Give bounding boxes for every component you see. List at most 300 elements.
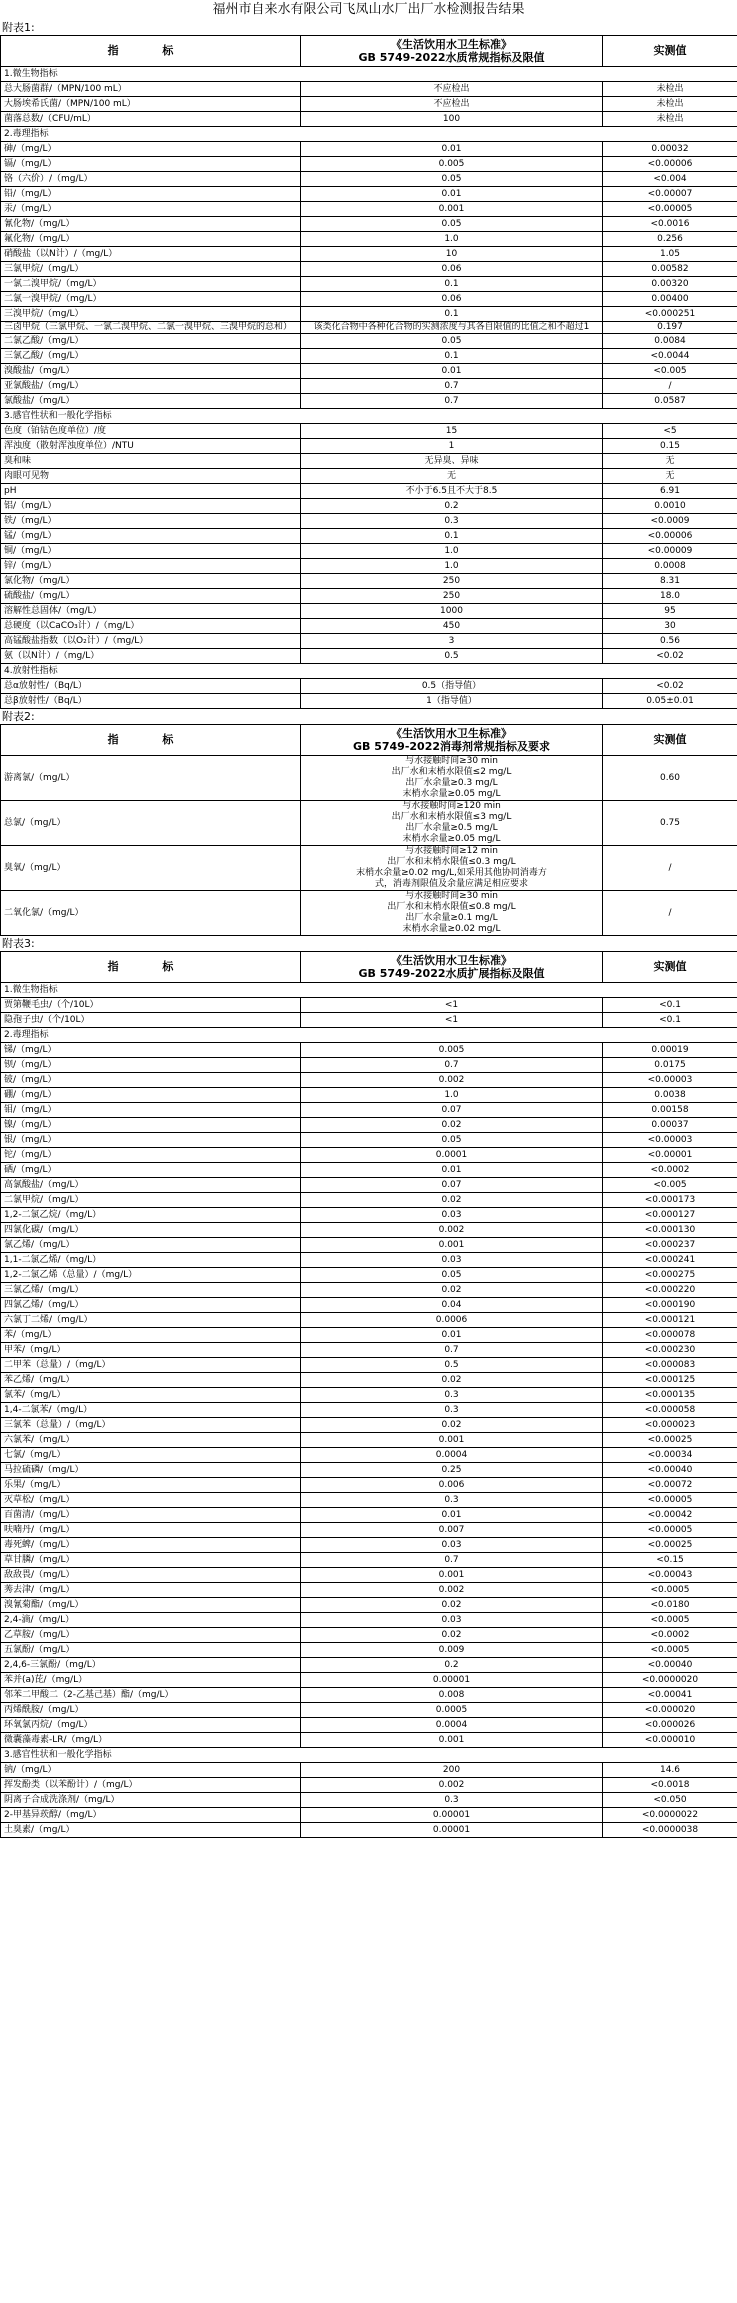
measured-value: <0.00006 bbox=[603, 529, 737, 544]
indicator-name: 二氧化氯/（mg/L） bbox=[1, 891, 301, 936]
indicator-name: 贾第鞭毛虫/（个/10L） bbox=[1, 998, 301, 1013]
indicator-name: 二氯甲烷/（mg/L） bbox=[1, 1193, 301, 1208]
indicator-name: 硫酸盐/（mg/L） bbox=[1, 589, 301, 604]
standard-limit: 0.3 bbox=[301, 1403, 603, 1418]
measured-value: <0.0002 bbox=[603, 1628, 737, 1643]
table-row bbox=[1, 1178, 737, 1193]
table-row bbox=[1, 499, 737, 514]
appendix3-table bbox=[0, 951, 737, 1838]
standard-limit bbox=[301, 846, 603, 891]
measured-value: <0.000275 bbox=[603, 1268, 737, 1283]
header-standard bbox=[301, 952, 603, 983]
measured-value: <0.0180 bbox=[603, 1598, 737, 1613]
indicator-name: 邻苯二甲酸二（2-乙基己基）酯/（mg/L） bbox=[1, 1688, 301, 1703]
indicator-name: 钠/（mg/L） bbox=[1, 1763, 301, 1778]
indicator-name: 溴氰菊酯/（mg/L） bbox=[1, 1598, 301, 1613]
table-row bbox=[1, 1283, 737, 1298]
standard-limit: 1.0 bbox=[301, 559, 603, 574]
measured-value: 0.15 bbox=[603, 439, 737, 454]
measured-value: <0.00006 bbox=[603, 157, 737, 172]
indicator-name: 百菌清/（mg/L） bbox=[1, 1508, 301, 1523]
standard-limit: 1.0 bbox=[301, 232, 603, 247]
table-row bbox=[1, 424, 737, 439]
standard-limit: 无异臭、异味 bbox=[301, 454, 603, 469]
measured-value: <0.000237 bbox=[603, 1238, 737, 1253]
indicator-name: 硼/（mg/L） bbox=[1, 1088, 301, 1103]
table-row bbox=[1, 1553, 737, 1568]
measured-value: <0.00041 bbox=[603, 1688, 737, 1703]
table-row bbox=[1, 97, 737, 112]
standard-limit-line: 与水接触时间≥12 min bbox=[405, 846, 498, 856]
measured-value: <0.000078 bbox=[603, 1328, 737, 1343]
standard-limit-line: 末梢水余量≥0.02 mg/L,如采用其他协同消毒方 bbox=[356, 868, 547, 878]
indicator-name: 氯酸盐/（mg/L） bbox=[1, 394, 301, 409]
indicator-name: 硒/（mg/L） bbox=[1, 1163, 301, 1178]
measured-value: / bbox=[603, 379, 737, 394]
table-row bbox=[1, 649, 737, 664]
standard-limit: 0.1 bbox=[301, 307, 603, 322]
standard-limit: 0.05 bbox=[301, 1268, 603, 1283]
indicator-name: 环氧氯丙烷/（mg/L） bbox=[1, 1718, 301, 1733]
indicator-name: 三氯苯（总量）/（mg/L） bbox=[1, 1418, 301, 1433]
measured-value: <0.0018 bbox=[603, 1778, 737, 1793]
header-standard-line2: GB 5749-2022消毒剂常规指标及要求 bbox=[352, 740, 551, 753]
header-standard-line1: 《生活饮用水卫生标准》 bbox=[391, 727, 512, 740]
section-title: 3.感官性状和一般化学指标 bbox=[1, 1748, 737, 1763]
standard-limit: 0.07 bbox=[301, 1178, 603, 1193]
indicator-name: 镉/（mg/L） bbox=[1, 157, 301, 172]
indicator-name: 色度（铂钴色度单位）/度 bbox=[1, 424, 301, 439]
indicator-name: 二氯一溴甲烷/（mg/L） bbox=[1, 292, 301, 307]
indicator-name: 五氯酚/（mg/L） bbox=[1, 1643, 301, 1658]
indicator-name: 高氯酸盐/（mg/L） bbox=[1, 1178, 301, 1193]
table-row bbox=[1, 801, 737, 846]
table-row bbox=[1, 998, 737, 1013]
table-row bbox=[1, 202, 737, 217]
table-row bbox=[1, 1013, 737, 1028]
standard-limit-line: 出厂水和末梢水限值≤2 mg/L bbox=[391, 767, 512, 777]
indicator-name: 2,4-滴/（mg/L） bbox=[1, 1613, 301, 1628]
indicator-name: 敌敌畏/（mg/L） bbox=[1, 1568, 301, 1583]
header-item: 指 标 bbox=[1, 725, 301, 756]
measured-value: <0.050 bbox=[603, 1793, 737, 1808]
indicator-name: 浑浊度（散射浑浊度单位）/NTU bbox=[1, 439, 301, 454]
indicator-name: 苯乙烯/（mg/L） bbox=[1, 1373, 301, 1388]
indicator-name: 氰化物/（mg/L） bbox=[1, 217, 301, 232]
indicator-name: 铜/（mg/L） bbox=[1, 544, 301, 559]
indicator-name: 汞/（mg/L） bbox=[1, 202, 301, 217]
table-row bbox=[1, 1508, 737, 1523]
measured-value: <0.000125 bbox=[603, 1373, 737, 1388]
standard-limit: 0.01 bbox=[301, 142, 603, 157]
table-row bbox=[1, 1448, 737, 1463]
table-row bbox=[1, 1253, 737, 1268]
table-row bbox=[1, 1733, 737, 1748]
standard-limit: 该类化合物中各种化合物的实测浓度与其各自限值的比值之和不超过1 bbox=[301, 322, 603, 334]
standard-limit: 0.002 bbox=[301, 1073, 603, 1088]
table-row bbox=[1, 1583, 737, 1598]
section-row bbox=[1, 983, 737, 998]
header-measured: 实测值 bbox=[603, 952, 737, 983]
indicator-name: 三卤甲烷（三氯甲烷、一氯二溴甲烷、二氯一溴甲烷、三溴甲烷的总和） bbox=[1, 322, 301, 334]
table-row bbox=[1, 232, 737, 247]
table-row bbox=[1, 574, 737, 589]
measured-value: <0.000023 bbox=[603, 1418, 737, 1433]
measured-value: <0.000121 bbox=[603, 1313, 737, 1328]
measured-value: <0.00072 bbox=[603, 1478, 737, 1493]
section-title: 1.微生物指标 bbox=[1, 983, 737, 998]
standard-limit: 0.3 bbox=[301, 514, 603, 529]
standard-limit: 0.006 bbox=[301, 1478, 603, 1493]
table-row bbox=[1, 604, 737, 619]
measured-value: <0.0000038 bbox=[603, 1823, 737, 1838]
measured-value: <0.0005 bbox=[603, 1583, 737, 1598]
standard-limit: 无 bbox=[301, 469, 603, 484]
indicator-name: 马拉硫磷/（mg/L） bbox=[1, 1463, 301, 1478]
table-row bbox=[1, 1403, 737, 1418]
measured-value: 95 bbox=[603, 604, 737, 619]
standard-limit: 0.02 bbox=[301, 1628, 603, 1643]
standard-limit: 0.04 bbox=[301, 1298, 603, 1313]
standard-limit: 0.03 bbox=[301, 1253, 603, 1268]
standard-limit: 0.0001 bbox=[301, 1148, 603, 1163]
standard-limit: 250 bbox=[301, 589, 603, 604]
measured-value: <0.00009 bbox=[603, 544, 737, 559]
section-title: 4.放射性指标 bbox=[1, 664, 737, 679]
table-row bbox=[1, 1718, 737, 1733]
table-row bbox=[1, 1118, 737, 1133]
appendix1-label: 附表1: bbox=[2, 21, 35, 34]
measured-value: <0.00042 bbox=[603, 1508, 737, 1523]
indicator-name: 臭氧/（mg/L） bbox=[1, 846, 301, 891]
indicator-name: 草甘膦/（mg/L） bbox=[1, 1553, 301, 1568]
standard-limit: 不应检出 bbox=[301, 82, 603, 97]
measured-value: <0.000135 bbox=[603, 1388, 737, 1403]
table-row bbox=[1, 1628, 737, 1643]
standard-limit: 0.001 bbox=[301, 202, 603, 217]
measured-value: 1.05 bbox=[603, 247, 737, 262]
measured-value: <0.000251 bbox=[603, 307, 737, 322]
table-row bbox=[1, 1688, 737, 1703]
standard-limit: 1.0 bbox=[301, 1088, 603, 1103]
table-row bbox=[1, 1148, 737, 1163]
table-row bbox=[1, 891, 737, 936]
standard-limit bbox=[301, 891, 603, 936]
measured-value: <0.00005 bbox=[603, 1493, 737, 1508]
standard-limit: 0.25 bbox=[301, 1463, 603, 1478]
standard-limit: 0.02 bbox=[301, 1193, 603, 1208]
indicator-name: 六氯苯/（mg/L） bbox=[1, 1433, 301, 1448]
measured-value: <5 bbox=[603, 424, 737, 439]
measured-value: <0.000190 bbox=[603, 1298, 737, 1313]
measured-value: <0.1 bbox=[603, 998, 737, 1013]
indicator-name: 铬（六价）/（mg/L） bbox=[1, 172, 301, 187]
standard-limit: 0.002 bbox=[301, 1778, 603, 1793]
standard-limit: 0.07 bbox=[301, 1103, 603, 1118]
measured-value: 未检出 bbox=[603, 112, 737, 127]
table-row bbox=[1, 544, 737, 559]
table-row bbox=[1, 1763, 737, 1778]
indicator-name: 铝/（mg/L） bbox=[1, 499, 301, 514]
standard-limit: 不小于6.5且不大于8.5 bbox=[301, 484, 603, 499]
measured-value: 未检出 bbox=[603, 82, 737, 97]
table-row bbox=[1, 1388, 737, 1403]
header-standard-line2: GB 5749-2022水质扩展指标及限值 bbox=[358, 967, 545, 980]
measured-value: / bbox=[603, 891, 737, 936]
table-row bbox=[1, 1088, 737, 1103]
indicator-name: 挥发酚类（以苯酚计）/（mg/L） bbox=[1, 1778, 301, 1793]
report-title: 福州市自来水有限公司飞凤山水厂出厂水检测报告结果 bbox=[212, 2, 525, 17]
standard-limit: 0.7 bbox=[301, 394, 603, 409]
measured-value: 无 bbox=[603, 469, 737, 484]
section-title: 3.感官性状和一般化学指标 bbox=[1, 409, 737, 424]
standard-limit: 0.7 bbox=[301, 1343, 603, 1358]
measured-value: / bbox=[603, 846, 737, 891]
standard-limit-line: 式，消毒剂限值及余量应满足相应要求 bbox=[374, 879, 528, 889]
measured-value: 0.00320 bbox=[603, 277, 737, 292]
table-row bbox=[1, 82, 737, 97]
indicator-name: 氯乙烯/（mg/L） bbox=[1, 1238, 301, 1253]
indicator-name: 毒死蜱/（mg/L） bbox=[1, 1538, 301, 1553]
measured-value: <0.005 bbox=[603, 364, 737, 379]
table-row bbox=[1, 1493, 737, 1508]
indicator-name: 四氯乙烯/（mg/L） bbox=[1, 1298, 301, 1313]
table-row bbox=[1, 694, 737, 709]
standard-limit: 0.3 bbox=[301, 1388, 603, 1403]
standard-limit: 0.001 bbox=[301, 1733, 603, 1748]
table-row bbox=[1, 1193, 737, 1208]
table-row bbox=[1, 1043, 737, 1058]
standard-limit: 0.7 bbox=[301, 1553, 603, 1568]
indicator-name: 镍/（mg/L） bbox=[1, 1118, 301, 1133]
standard-limit: 0.00001 bbox=[301, 1673, 603, 1688]
standard-limit-line: 出厂水和末梢水限值≤0.8 mg/L bbox=[387, 902, 516, 912]
measured-value: <0.00005 bbox=[603, 202, 737, 217]
indicator-name: 1,1-二氯乙烯/（mg/L） bbox=[1, 1253, 301, 1268]
measured-value: <0.004 bbox=[603, 172, 737, 187]
standard-limit: 0.02 bbox=[301, 1418, 603, 1433]
standard-limit: 0.002 bbox=[301, 1583, 603, 1598]
indicator-name: 锰/（mg/L） bbox=[1, 529, 301, 544]
table-row bbox=[1, 1793, 737, 1808]
standard-limit: 3 bbox=[301, 634, 603, 649]
header-item: 指 标 bbox=[1, 36, 301, 67]
header-item: 指 标 bbox=[1, 952, 301, 983]
indicator-name: 锌/（mg/L） bbox=[1, 559, 301, 574]
standard-limit: 0.01 bbox=[301, 1328, 603, 1343]
indicator-name: 莠去津/（mg/L） bbox=[1, 1583, 301, 1598]
standard-limit: 0.05 bbox=[301, 172, 603, 187]
indicator-name: 苯并(a)芘/（mg/L） bbox=[1, 1673, 301, 1688]
table-row bbox=[1, 1538, 737, 1553]
table-row bbox=[1, 469, 737, 484]
table-row bbox=[1, 1673, 737, 1688]
standard-limit-line: 末梢水余量≥0.05 mg/L bbox=[402, 789, 501, 799]
indicator-name: 总α放射性/（Bq/L） bbox=[1, 679, 301, 694]
table-row bbox=[1, 322, 737, 334]
appendix3-body bbox=[1, 983, 737, 1838]
measured-value: 未检出 bbox=[603, 97, 737, 112]
measured-value: 0.0175 bbox=[603, 1058, 737, 1073]
indicator-name: 总硬度（以CaCO₃计）/（mg/L） bbox=[1, 619, 301, 634]
table-row bbox=[1, 1298, 737, 1313]
measured-value: <0.00005 bbox=[603, 1523, 737, 1538]
measured-value: 无 bbox=[603, 454, 737, 469]
measured-value: 0.197 bbox=[603, 322, 737, 334]
standard-limit-line: 出厂水余量≥0.5 mg/L bbox=[405, 823, 498, 833]
indicator-name: 乙草胺/（mg/L） bbox=[1, 1628, 301, 1643]
table-row bbox=[1, 454, 737, 469]
standard-limit: 0.007 bbox=[301, 1523, 603, 1538]
standard-limit: 250 bbox=[301, 574, 603, 589]
standard-limit-line: 出厂水和末梢水限值≤3 mg/L bbox=[391, 812, 512, 822]
measured-value: 0.256 bbox=[603, 232, 737, 247]
standard-limit: 0.0005 bbox=[301, 1703, 603, 1718]
indicator-name: 高锰酸盐指数（以O₂计）/（mg/L） bbox=[1, 634, 301, 649]
measured-value: <0.00034 bbox=[603, 1448, 737, 1463]
table-row bbox=[1, 1823, 737, 1838]
header-standard-line2: GB 5749-2022水质常规指标及限值 bbox=[358, 51, 545, 64]
appendix2-body bbox=[1, 756, 737, 936]
indicator-name: 溴酸盐/（mg/L） bbox=[1, 364, 301, 379]
indicator-name: 钼/（mg/L） bbox=[1, 1103, 301, 1118]
appendix2-table bbox=[0, 724, 737, 936]
standard-limit: 200 bbox=[301, 1763, 603, 1778]
table-row bbox=[1, 1103, 737, 1118]
standard-limit: 0.5 bbox=[301, 1358, 603, 1373]
standard-limit: 0.2 bbox=[301, 499, 603, 514]
table-row bbox=[1, 634, 737, 649]
standard-limit: 0.002 bbox=[301, 1223, 603, 1238]
measured-value: 0.75 bbox=[603, 801, 737, 846]
indicator-name: 钡/（mg/L） bbox=[1, 1058, 301, 1073]
measured-value: 0.0084 bbox=[603, 334, 737, 349]
appendix2-header-row bbox=[1, 725, 737, 756]
measured-value: 30 bbox=[603, 619, 737, 634]
measured-value: 0.00032 bbox=[603, 142, 737, 157]
measured-value: 0.00158 bbox=[603, 1103, 737, 1118]
measured-value: <0.00001 bbox=[603, 1148, 737, 1163]
table-row bbox=[1, 187, 737, 202]
standard-limit: 1000 bbox=[301, 604, 603, 619]
standard-limit: 0.02 bbox=[301, 1283, 603, 1298]
indicator-name: 三氯乙烯/（mg/L） bbox=[1, 1283, 301, 1298]
table-row bbox=[1, 292, 737, 307]
table-row bbox=[1, 247, 737, 262]
measured-value: <0.02 bbox=[603, 679, 737, 694]
measured-value: 0.00037 bbox=[603, 1118, 737, 1133]
indicator-name: 游离氯/（mg/L） bbox=[1, 756, 301, 801]
measured-value: 18.0 bbox=[603, 589, 737, 604]
header-standard bbox=[301, 725, 603, 756]
table-row bbox=[1, 142, 737, 157]
measured-value: <0.00003 bbox=[603, 1133, 737, 1148]
standard-limit: 0.5 bbox=[301, 649, 603, 664]
standard-limit: <1 bbox=[301, 998, 603, 1013]
standard-limit: 0.01 bbox=[301, 1508, 603, 1523]
table-row bbox=[1, 1238, 737, 1253]
indicator-name: 阴离子合成洗涤剂/（mg/L） bbox=[1, 1793, 301, 1808]
measured-value: <0.02 bbox=[603, 649, 737, 664]
table-row bbox=[1, 1328, 737, 1343]
indicator-name: 氯苯/（mg/L） bbox=[1, 1388, 301, 1403]
table-row bbox=[1, 1133, 737, 1148]
standard-limit: 0.05 bbox=[301, 1133, 603, 1148]
standard-limit: 0.001 bbox=[301, 1433, 603, 1448]
indicator-name: 亚氯酸盐/（mg/L） bbox=[1, 379, 301, 394]
measured-value: <0.0044 bbox=[603, 349, 737, 364]
measured-value: 8.31 bbox=[603, 574, 737, 589]
measured-value: <0.0002 bbox=[603, 1163, 737, 1178]
indicator-name: 银/（mg/L） bbox=[1, 1133, 301, 1148]
table-row bbox=[1, 1478, 737, 1493]
section-row bbox=[1, 1748, 737, 1763]
table-row bbox=[1, 559, 737, 574]
standard-limit-line: 出厂水余量≥0.1 mg/L bbox=[405, 913, 498, 923]
standard-limit: 0.1 bbox=[301, 529, 603, 544]
standard-limit-line: 末梢水余量≥0.05 mg/L bbox=[402, 834, 501, 844]
measured-value: <0.000083 bbox=[603, 1358, 737, 1373]
standard-limit: 0.03 bbox=[301, 1208, 603, 1223]
indicator-name: 1,2-二氯乙烯（总量）/（mg/L） bbox=[1, 1268, 301, 1283]
measured-value: <0.15 bbox=[603, 1553, 737, 1568]
table-row bbox=[1, 1268, 737, 1283]
indicator-name: 三氯甲烷/（mg/L） bbox=[1, 262, 301, 277]
measured-value: <0.000230 bbox=[603, 1343, 737, 1358]
standard-limit: 100 bbox=[301, 112, 603, 127]
table-row bbox=[1, 1703, 737, 1718]
header-measured: 实测值 bbox=[603, 36, 737, 67]
standard-limit: 0.06 bbox=[301, 262, 603, 277]
table-row bbox=[1, 589, 737, 604]
standard-limit: 1.0 bbox=[301, 544, 603, 559]
table-row bbox=[1, 1163, 737, 1178]
measured-value: 0.0038 bbox=[603, 1088, 737, 1103]
appendix3-header-row bbox=[1, 952, 737, 983]
standard-limit: 0.2 bbox=[301, 1658, 603, 1673]
measured-value: <0.000220 bbox=[603, 1283, 737, 1298]
table-row bbox=[1, 1373, 737, 1388]
measured-value: <0.0005 bbox=[603, 1613, 737, 1628]
table-row bbox=[1, 334, 737, 349]
measured-value: <0.000130 bbox=[603, 1223, 737, 1238]
standard-limit: 0.3 bbox=[301, 1493, 603, 1508]
measured-value: <0.00007 bbox=[603, 187, 737, 202]
table-row bbox=[1, 1313, 737, 1328]
indicator-name: 六氯丁二烯/（mg/L） bbox=[1, 1313, 301, 1328]
measured-value: 0.00019 bbox=[603, 1043, 737, 1058]
standard-limit: 0.05 bbox=[301, 217, 603, 232]
standard-limit: 450 bbox=[301, 619, 603, 634]
table-row bbox=[1, 217, 737, 232]
standard-limit: 0.00001 bbox=[301, 1808, 603, 1823]
table-row bbox=[1, 756, 737, 801]
standard-limit: 0.1 bbox=[301, 349, 603, 364]
indicator-name: 灭草松/（mg/L） bbox=[1, 1493, 301, 1508]
standard-limit: 0.06 bbox=[301, 292, 603, 307]
standard-limit: 15 bbox=[301, 424, 603, 439]
table-row bbox=[1, 529, 737, 544]
indicator-name: 1,2-二氯乙烷/（mg/L） bbox=[1, 1208, 301, 1223]
measured-value: <0.0000020 bbox=[603, 1673, 737, 1688]
table-row bbox=[1, 172, 737, 187]
standard-limit: 0.0004 bbox=[301, 1718, 603, 1733]
section-row bbox=[1, 67, 737, 82]
indicator-name: 臭和味 bbox=[1, 454, 301, 469]
standard-limit: 0.02 bbox=[301, 1118, 603, 1133]
indicator-name: 氯化物/（mg/L） bbox=[1, 574, 301, 589]
measured-value: <0.00003 bbox=[603, 1073, 737, 1088]
